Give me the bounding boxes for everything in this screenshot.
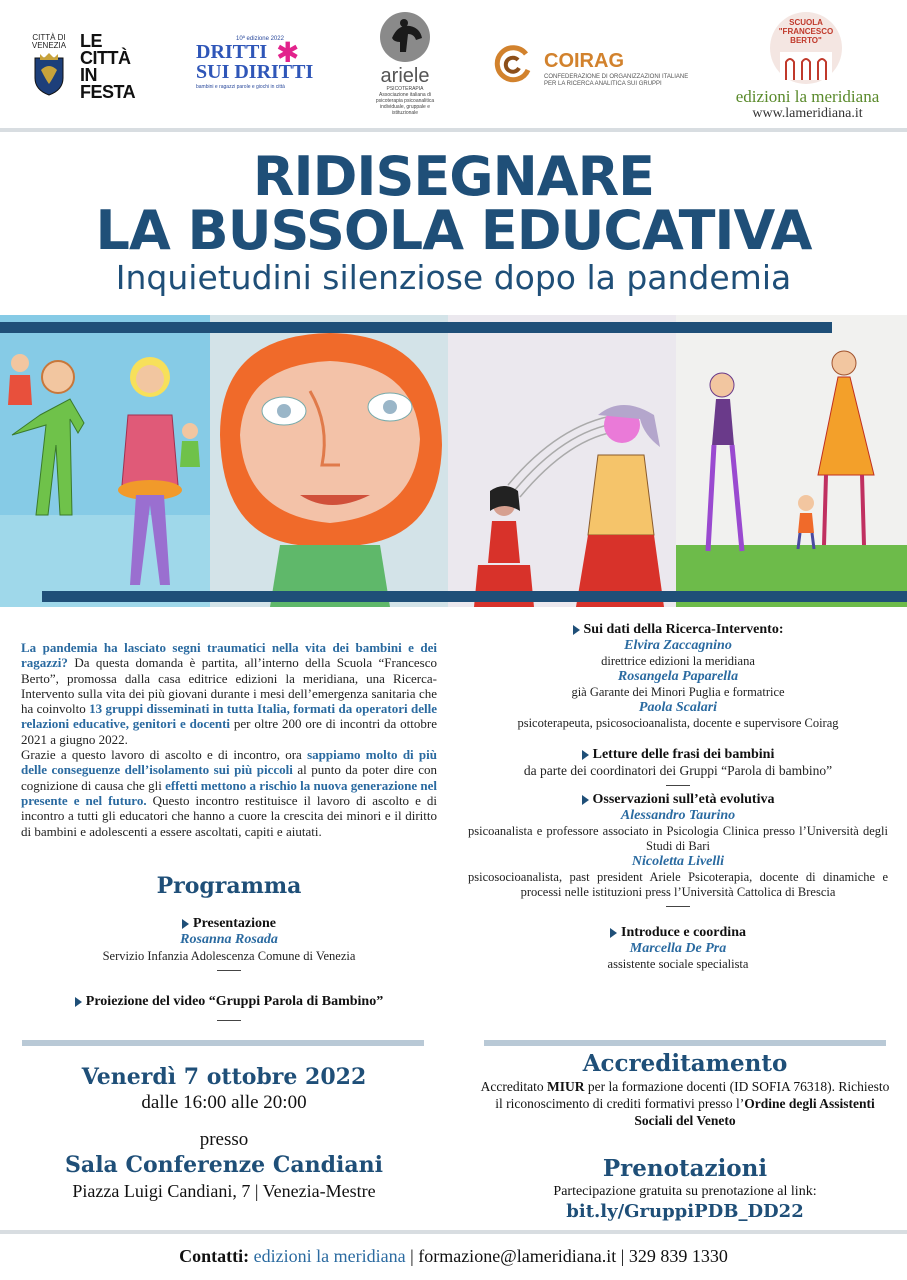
contacts-sep: | bbox=[405, 1246, 419, 1266]
speaker-name: Alessandro Taurino bbox=[620, 808, 736, 823]
speaker-role: assistente sociale specialista bbox=[607, 957, 749, 971]
accreditamento bbox=[480, 1050, 890, 1129]
speaker-role: psicoanalista e professore associato in Psicologia Clinica presso l’Università degli Studi di Bari bbox=[468, 824, 888, 853]
intro-paragraph bbox=[21, 640, 437, 839]
contacts-org[interactable]: edizioni la meridiana bbox=[253, 1246, 406, 1266]
bullet-icon bbox=[573, 625, 580, 635]
program-item-ricerca bbox=[468, 622, 888, 731]
bullet-icon bbox=[610, 928, 617, 938]
program-item-letture bbox=[468, 747, 888, 786]
programma-title: Programma bbox=[156, 873, 302, 899]
program-item-head: Proiezione del video “Gruppi Parola di Bambino” bbox=[85, 994, 384, 1009]
festa-line-3: IN bbox=[80, 65, 97, 85]
speaker-role: già Garante dei Minori Puglia e formatrice bbox=[571, 685, 785, 699]
scuola-berto-logo bbox=[766, 10, 846, 88]
accr-text-a: Accreditato bbox=[480, 1079, 548, 1094]
footer-contacts bbox=[0, 1246, 907, 1267]
intro-text-3: Grazie a questo lavoro di ascolto e di incontro, ora bbox=[21, 747, 308, 763]
venezia-crest-icon bbox=[32, 52, 66, 96]
speaker-role: psicosocioanalista, past president Ariele Psicoterapia, docente di dinamiche e processi nelle istituzioni press l’Università Cattolica di Brescia bbox=[468, 870, 888, 899]
asterisk-icon: ✱ bbox=[276, 36, 300, 69]
item-description: da parte dei coordinatori dei Gruppi “Parola di bambino” bbox=[523, 763, 833, 778]
title-line-1: RIDISEGNARE bbox=[252, 145, 655, 208]
event-venue: Sala Conferenze Candiani bbox=[65, 1152, 383, 1178]
drawing-face-portrait bbox=[210, 315, 448, 607]
speaker-name: Nicoletta Livelli bbox=[631, 854, 725, 869]
speaker-name: Elvira Zaccagnino bbox=[624, 638, 732, 653]
header-divider bbox=[0, 128, 907, 132]
band-top-bar bbox=[0, 322, 832, 333]
dritti-edition: 10ª edizione 2022 bbox=[236, 36, 284, 42]
bullet-icon bbox=[75, 997, 82, 1007]
program-item-head: Letture delle frasi dei bambini bbox=[592, 747, 775, 762]
meridiana-logo bbox=[720, 88, 895, 122]
speaker-name: Paola Scalari bbox=[638, 700, 718, 715]
children-drawings-band bbox=[0, 315, 907, 607]
program-item-head: Presentazione bbox=[193, 916, 276, 931]
accr-text-b: per la formazione docenti (ID SOFIA 76318). Richiesto il riconoscimento di crediti formativi presso l’ bbox=[495, 1079, 890, 1111]
speaker-name: Rosangela Paparella bbox=[617, 669, 739, 684]
logo-bar bbox=[0, 0, 907, 128]
coirag-sub: CONFEDERAZIONE DI ORGANIZZAZIONI ITALIANE PER LA RICERCA ANALITICA SUI GRUPPI bbox=[544, 74, 689, 87]
separator bbox=[666, 906, 690, 907]
speaker-role: psicoterapeuta, psicosocioanalista, docente e supervisore Coirag bbox=[517, 716, 839, 730]
contacts-label: Contatti: bbox=[179, 1246, 250, 1266]
subtitle: Inquietudini silenziose dopo la pandemia bbox=[115, 258, 792, 297]
coirag-spiral-icon bbox=[492, 44, 532, 84]
drawing-mother-child bbox=[448, 315, 676, 607]
contacts-sep: | bbox=[616, 1246, 629, 1266]
ariele-sub: Associazione italiana di psicoterapia psicoanalitica individuale, gruppale e istituzionale bbox=[375, 92, 435, 116]
event-presso: presso bbox=[199, 1129, 249, 1150]
ariele-figure-icon bbox=[380, 12, 430, 62]
program-item-osservazioni bbox=[468, 792, 888, 907]
program-item-coordina bbox=[468, 925, 888, 972]
band-bottom-bar bbox=[42, 591, 907, 602]
intro-highlight-2: 13 gruppi disseminati in tutta Italia, formati da operatori delle relazioni educative, genitori e docenti bbox=[21, 701, 437, 732]
speaker-name: Marcella De Pra bbox=[629, 941, 727, 956]
intro-text-1: Da questa domanda è partita, all’interno della Scuola “Francesco Berto”, promossa dalla casa editrice edizioni la meridiana, una Ricerca-Intervento sulla vita dei più giovani durante i mesi dell’emergenza sanitaria che ha coinvolto bbox=[21, 655, 437, 717]
accreditamento-text bbox=[480, 1078, 890, 1129]
intro-highlight-3: sappiamo molto di più delle conseguenze dell’isolamento sui più piccoli bbox=[21, 747, 437, 778]
accr-miur: MIUR bbox=[547, 1079, 585, 1094]
dritti-sui-diritti-logo bbox=[196, 36, 314, 90]
intro-highlight-4: effetti mettono a rischio la nuova generazione nel presente e nel futuro. bbox=[21, 777, 437, 808]
title-block bbox=[0, 145, 907, 298]
festa-line-1: LE bbox=[80, 31, 103, 51]
program-item-presentazione bbox=[0, 916, 458, 977]
bullet-icon bbox=[582, 750, 589, 760]
title-line-2: LA BUSSOLA EDUCATIVA bbox=[95, 199, 812, 262]
contacts-email[interactable]: formazione@lameridiana.it bbox=[418, 1246, 617, 1266]
program-right-column bbox=[468, 622, 888, 972]
separator bbox=[666, 785, 690, 786]
festa-line-2: CITTÀ bbox=[80, 48, 131, 68]
speaker-name: Rosanna Rosada bbox=[180, 932, 278, 947]
meridiana-name: edizioni la meridiana bbox=[735, 87, 880, 106]
ariele-tag: PSICOTERAPIA bbox=[386, 86, 424, 92]
intro-highlight-1: La pandemia ha lasciato segni traumatici nella vita dei bambini e dei ragazzi? bbox=[21, 640, 437, 671]
dritti-line-1: DRITTI bbox=[196, 41, 268, 63]
drawing-family-green bbox=[676, 315, 907, 607]
left-divider bbox=[22, 1040, 424, 1046]
separator bbox=[217, 970, 241, 971]
event-address: Piazza Luigi Candiani, 7 | Venezia-Mestre bbox=[72, 1181, 376, 1201]
contacts-phone[interactable]: 329 839 1330 bbox=[628, 1246, 728, 1266]
accreditamento-title: Accreditamento bbox=[582, 1050, 788, 1077]
program-item-head: Osservazioni sull’età evolutiva bbox=[592, 792, 775, 807]
festa-line-4: FESTA bbox=[80, 82, 136, 102]
drawing-family-blue bbox=[0, 315, 210, 607]
prenotazioni bbox=[480, 1155, 890, 1224]
meridiana-url[interactable]: www.lameridiana.it bbox=[752, 106, 863, 121]
right-divider bbox=[484, 1040, 886, 1046]
bullet-icon bbox=[182, 919, 189, 929]
footer-divider bbox=[0, 1230, 907, 1234]
event-date: Venerdì 7 ottobre 2022 bbox=[81, 1064, 367, 1090]
accr-ordine: Ordine degli Assistenti Sociali del Veneto bbox=[634, 1096, 875, 1128]
citta-in-festa-logo bbox=[80, 33, 150, 101]
coirag-name: COIRAG bbox=[544, 50, 624, 72]
venezia-logo-text: CITTÀ DI VENEZIA bbox=[31, 33, 67, 50]
event-info bbox=[0, 1063, 448, 1203]
prenotazioni-link[interactable]: bit.ly/GruppiPDB_DD22 bbox=[566, 1201, 804, 1222]
speaker-role: Servizio Infanzia Adolescenza Comune di Venezia bbox=[102, 949, 356, 963]
prenotazioni-text: Partecipazione gratuita su prenotazione al link: bbox=[553, 1184, 817, 1199]
ariele-logo bbox=[370, 12, 440, 116]
dritti-line-2: SUI DIRITTI bbox=[196, 61, 314, 83]
intro-text-2: per oltre 200 ore di incontri da ottobre 2021 a giugno 2022. bbox=[21, 716, 437, 747]
separator bbox=[217, 1020, 241, 1021]
program-item-head: Introduce e coordina bbox=[621, 925, 746, 940]
ariele-name: ariele bbox=[380, 65, 430, 87]
prenotazioni-title: Prenotazioni bbox=[602, 1155, 768, 1182]
scuola-name: SCUOLA "FRANCESCO BERTO" bbox=[778, 18, 834, 45]
event-time: dalle 16:00 alle 20:00 bbox=[141, 1092, 307, 1113]
program-item-head: Sui dati della Ricerca-Intervento: bbox=[583, 622, 784, 637]
venezia-logo bbox=[28, 34, 70, 101]
intro-text-4: al punto da poter dire con cognizione di causa che gli bbox=[21, 762, 437, 793]
program-item-video bbox=[0, 994, 458, 1027]
speaker-role: direttrice edizioni la meridiana bbox=[601, 654, 755, 668]
dritti-subtitle: bambini e ragazzi parole e giochi in città bbox=[196, 84, 285, 90]
intro-text-5: Questo incontro restituisce il lavoro di ascolto e di incontro a tutti gli educatori che hanno a cuore la crescita dei minori e il diritto di bambini e adolescenti a essere ascoltati, capiti e aiutati. bbox=[21, 792, 438, 839]
bullet-icon bbox=[582, 795, 589, 805]
